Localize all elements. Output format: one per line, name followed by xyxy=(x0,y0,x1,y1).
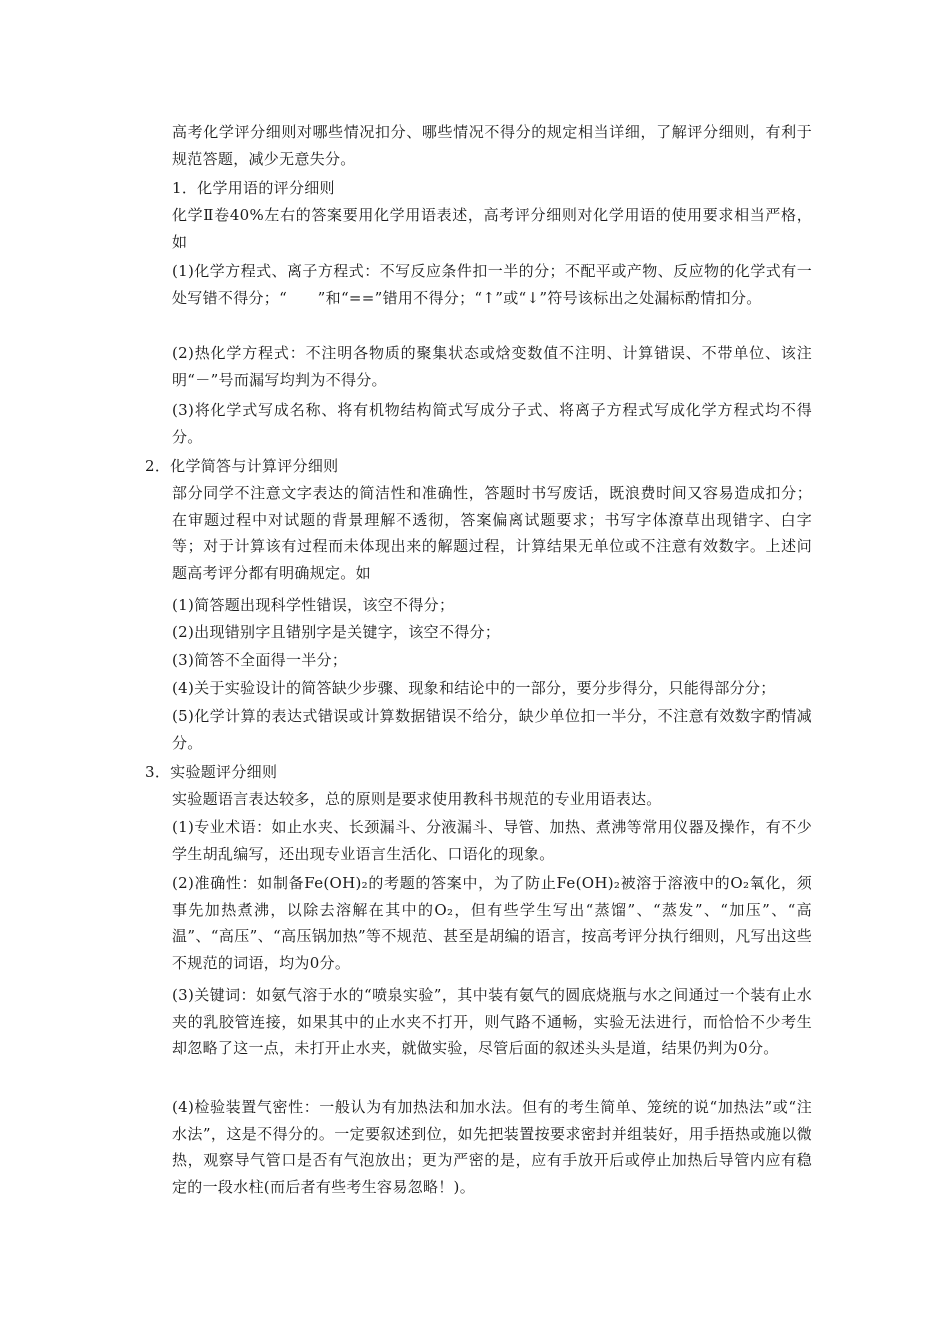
section2-heading: 2．化学简答与计算评分细则 xyxy=(145,457,339,475)
section1-item-2: (2)热化学方程式：不注明各物质的聚集状态或焓变数值不注明、计算错误、不带单位、该注明“－”号而漏写均判为不得分。 xyxy=(172,344,812,389)
section2-item-1: (1)简答题出现科学性错误，该空不得分； xyxy=(172,596,455,614)
section2-item-3: (3)简答不全面得一半分； xyxy=(172,651,348,669)
section1-heading: 1．化学用语的评分细则 xyxy=(172,179,335,197)
section2-item-4: (4)关于实验设计的简答缺少步骤、现象和结论中的一部分，要分步得分，只能得部分分； xyxy=(172,679,776,697)
section3-intro: 实验题语言表达较多，总的原则是要求使用教科书规范的专业用语表达。 xyxy=(172,790,662,808)
section3-item-1: (1)专业术语：如止水夹、长颈漏斗、分液漏斗、导管、加热、煮沸等常用仪器及操作，有不少学生胡乱编写，还出现专业语言生活化、口语化的现象。 xyxy=(172,818,812,863)
section3-item-2: (2)准确性：如制备Fe(OH)₂的考题的答案中，为了防止Fe(OH)₂被溶于溶液中的O₂氧化，须事先加热煮沸，以除去溶解在其中的O₂，但有些学生写出“蒸馏”、“蒸发”、“加压”、“高温”、“高压”、“高压锅加热”等不规范、甚至是胡编的语言，按高考评分执行细则，凡写出这些不规范的词语，均为0分。 xyxy=(172,874,812,972)
section1-intro: 化学Ⅱ卷40%左右的答案要用化学用语表述，高考评分细则对化学用语的使用要求相当严格，如 xyxy=(172,206,812,251)
section2-item-5: (5)化学计算的表达式错误或计算数据错误不给分，缺少单位扣一半分，不注意有效数字酌情减分。 xyxy=(172,707,812,752)
section3-item-4: (4)检验装置气密性：一般认为有加热法和加水法。但有的考生简单、笼统的说“加热法”或“注水法”，这是不得分的。一定要叙述到位，如先把装置按要求密封并组装好，用手捂热或施以微热，观察导气管口是否有气泡放出；更为严密的是，应有手放开后或停止加热后导管内应有稳定的一段水柱(而后者有些考生容易忽略！)。 xyxy=(172,1098,812,1196)
section1-item-3: (3)将化学式写成名称、将有机物结构简式写成分子式、将离子方程式写成化学方程式均不得分。 xyxy=(172,401,812,446)
section3-heading: 3．实验题评分细则 xyxy=(145,763,278,781)
intro-paragraph: 高考化学评分细则对哪些情况扣分、哪些情况不得分的规定相当详细，了解评分细则，有利于规范答题，减少无意失分。 xyxy=(172,123,812,168)
section2-item-2: (2)出现错别字且错别字是关键字，该空不得分； xyxy=(172,623,501,641)
section1-item-1: (1)化学方程式、离子方程式：不写反应条件扣一半的分；不配平或产物、反应物的化学式有一处写错不得分；“ ”和“==”错用不得分；“↑”或“↓”符号该标出之处漏标酌情扣分。 xyxy=(172,262,812,307)
section3-item-3: (3)关键词：如氨气溶于水的“喷泉实验”，其中装有氨气的圆底烧瓶与水之间通过一个装有止水夹的乳胶管连接，如果其中的止水夹不打开，则气路不通畅，实验无法进行，而恰恰不少考生却忽略了这一点，未打开止水夹，就做实验，尽管后面的叙述头头是道，结果仍判为0分。 xyxy=(172,986,812,1057)
section2-intro: 部分同学不注意文字表达的简洁性和准确性，答题时书写废话，既浪费时间又容易造成扣分；在审题过程中对试题的背景理解不透彻，答案偏离试题要求；书写字体潦草出现错字、白字等；对于计算该有过程而未体现出来的解题过程，计算结果无单位或不注意有效数字。上述问题高考评分都有明确规定。如 xyxy=(172,484,812,582)
